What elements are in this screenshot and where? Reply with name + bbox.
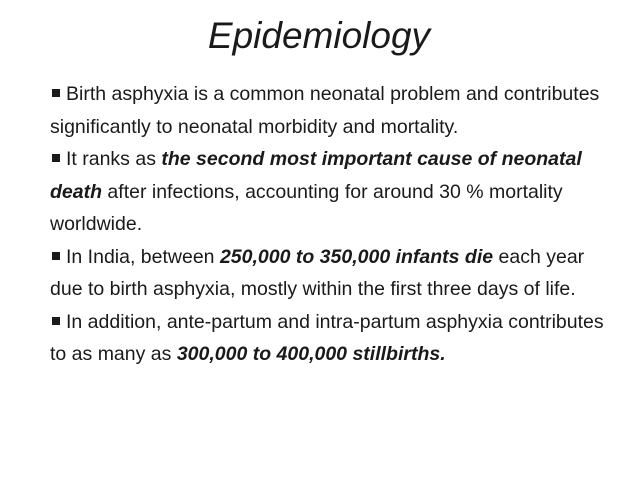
bullet-text: after infections, accounting for around 30 % mortality worldwide. [50,180,563,235]
bullet-text: each year due to birth asphyxia, mostly within the first three days of life. [50,245,585,300]
bullet-text: In India, between [66,245,220,268]
bullet-item [50,306,610,371]
bullet-emphasis: 250,000 to 350,000 infants die [219,245,494,268]
slide-title: Epidemiology [207,15,431,56]
bullet-text: In addition, ante-partum and intra-partum asphyxia contributes to as many as [50,310,604,365]
slide-body [50,78,610,371]
square-bullet-icon [52,317,60,325]
bullet-item [50,143,610,241]
bullet-item [50,78,610,143]
square-bullet-icon [52,154,60,162]
bullet-text: It ranks as [66,148,162,170]
bullet-emphasis: 300,000 to 400,000 stillbirths. [176,343,446,365]
square-bullet-icon [52,252,60,260]
bullet-item [50,241,610,306]
bullet-emphasis: the second most important cause of neonatal death [50,148,582,203]
bullet-text: Birth asphyxia is a common neonatal problem and contributes significantly to neonatal morbidity and mortality. [50,83,600,138]
square-bullet-icon [52,89,60,97]
